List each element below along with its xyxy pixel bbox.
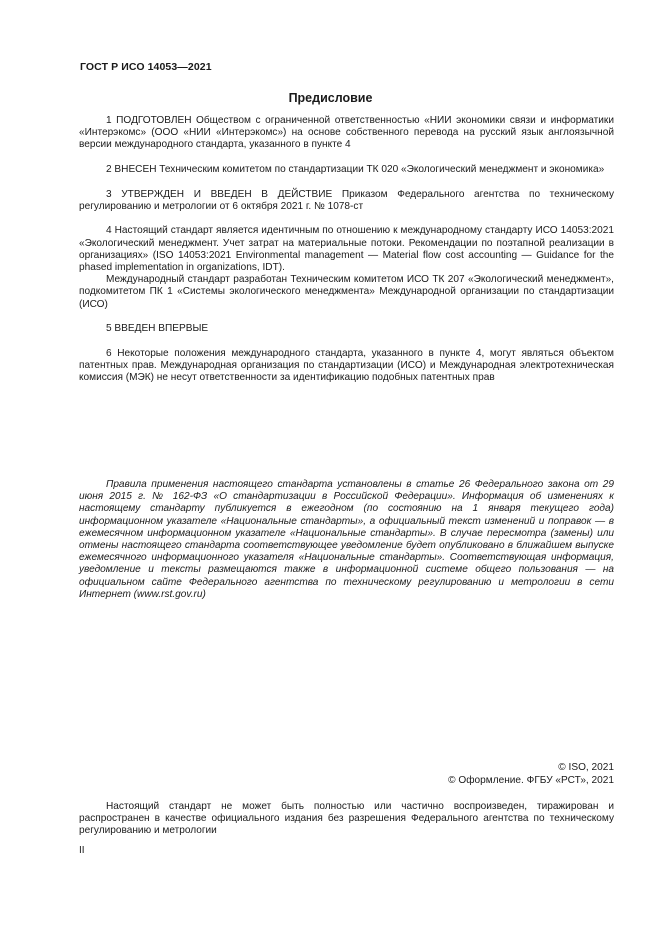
paragraph-developed-by: Международный стандарт разработан Техническим комитетом ИСО ТК 207 «Экологический менеджмент», подкомитетом ПК 1 «Системы экологического менеджмента» Международной организации по стандартизации (ИСО) — [79, 274, 614, 310]
copyright-block — [448, 761, 614, 787]
reproduction-notice-text: Настоящий стандарт не может быть полностью или частично воспроизведен, тиражирован и распространен в качестве официального издания без разрешения Федерального агентства по техническому регулированию и метрологии — [79, 801, 614, 837]
paragraph-introduced: 2 ВНЕСЕН Техническим комитетом по стандартизации ТК 020 «Экологический менеджмент и экономика» — [106, 164, 605, 175]
paragraph-patent-rights: 6 Некоторые положения международного стандарта, указанного в пункте 4, могут являться объектом патентных прав. Международная организация по стандартизации (ИСО) и Международная электротехническая комиссия (МЭК) не несут ответственности за идентификацию подобных патентных прав — [79, 347, 614, 384]
copyright-iso: © ISO, 2021 — [558, 762, 614, 773]
application-rules-notice — [79, 479, 614, 601]
paragraph-first-introduced: 5 ВВЕДЕН ВПЕРВЫЕ — [106, 323, 209, 335]
reproduction-notice — [79, 801, 614, 838]
page-title: Предисловие — [288, 91, 373, 105]
paragraph-identical: 4 Настоящий стандарт является идентичным по отношению к международному стандарту ИСО 14053:2021 «Экологический менеджмент. Учет затрат на материальные потоки. Рекомендации по поэтапной реализации в организациях» (ISO 14053:2021 Environmental management — Material flow cost accounting — Guidance for the phased implementation in organizations, IDT). — [79, 225, 614, 273]
standard-code-header: ГОСТ Р ИСО 14053—2021 — [80, 61, 212, 73]
page-number: II — [79, 845, 85, 856]
paragraph-prepared: 1 ПОДГОТОВЛЕН Обществом с ограниченной ответственностью «НИИ экономики связи и информатики «Интерэкомс» (ООО «НИИ «Интерэкомс») на основе собственного перевода на русский язык англоязычной версии международного стандарта, указанного в пункте 4 — [79, 115, 614, 151]
notice-text: Правила применения настоящего стандарта установлены в статье 26 Федерального закона от 29 июня 2015 г. № 162-ФЗ «О стандартизации в Российской Федерации». Информация об изменениях к настоящему стандарту публикуется в ежегодном (по состоянию на 1 января текущего года) информационном указателе «Национальные стандарты», а официальный текст изменений и поправок — в ежемесячном информационном указателе «Национальные стандарты». В случае пересмотра (замены) или отмены настоящего стандарта соответствующее уведомление будет опубликовано в ближайшем выпуске ежемесячного информационного указателя «Национальные стандарты». Соответствующая информация, уведомление и тексты размещаются также в информационной системе общего пользования — на официальном сайте Федерального агентства по техническому регулированию и метрологии в сети Интернет (www.rst.gov.ru) — [79, 479, 614, 600]
paragraph-approved: 3 УТВЕРЖДЕН И ВВЕДЕН В ДЕЙСТВИЕ Приказом Федерального агентства по техническому регулированию и метрологии от 6 октября 2021 г. № 1078-ст — [79, 188, 614, 212]
foreword-body — [79, 115, 614, 384]
copyright-design: © Оформление. ФГБУ «РСТ», 2021 — [448, 775, 614, 787]
